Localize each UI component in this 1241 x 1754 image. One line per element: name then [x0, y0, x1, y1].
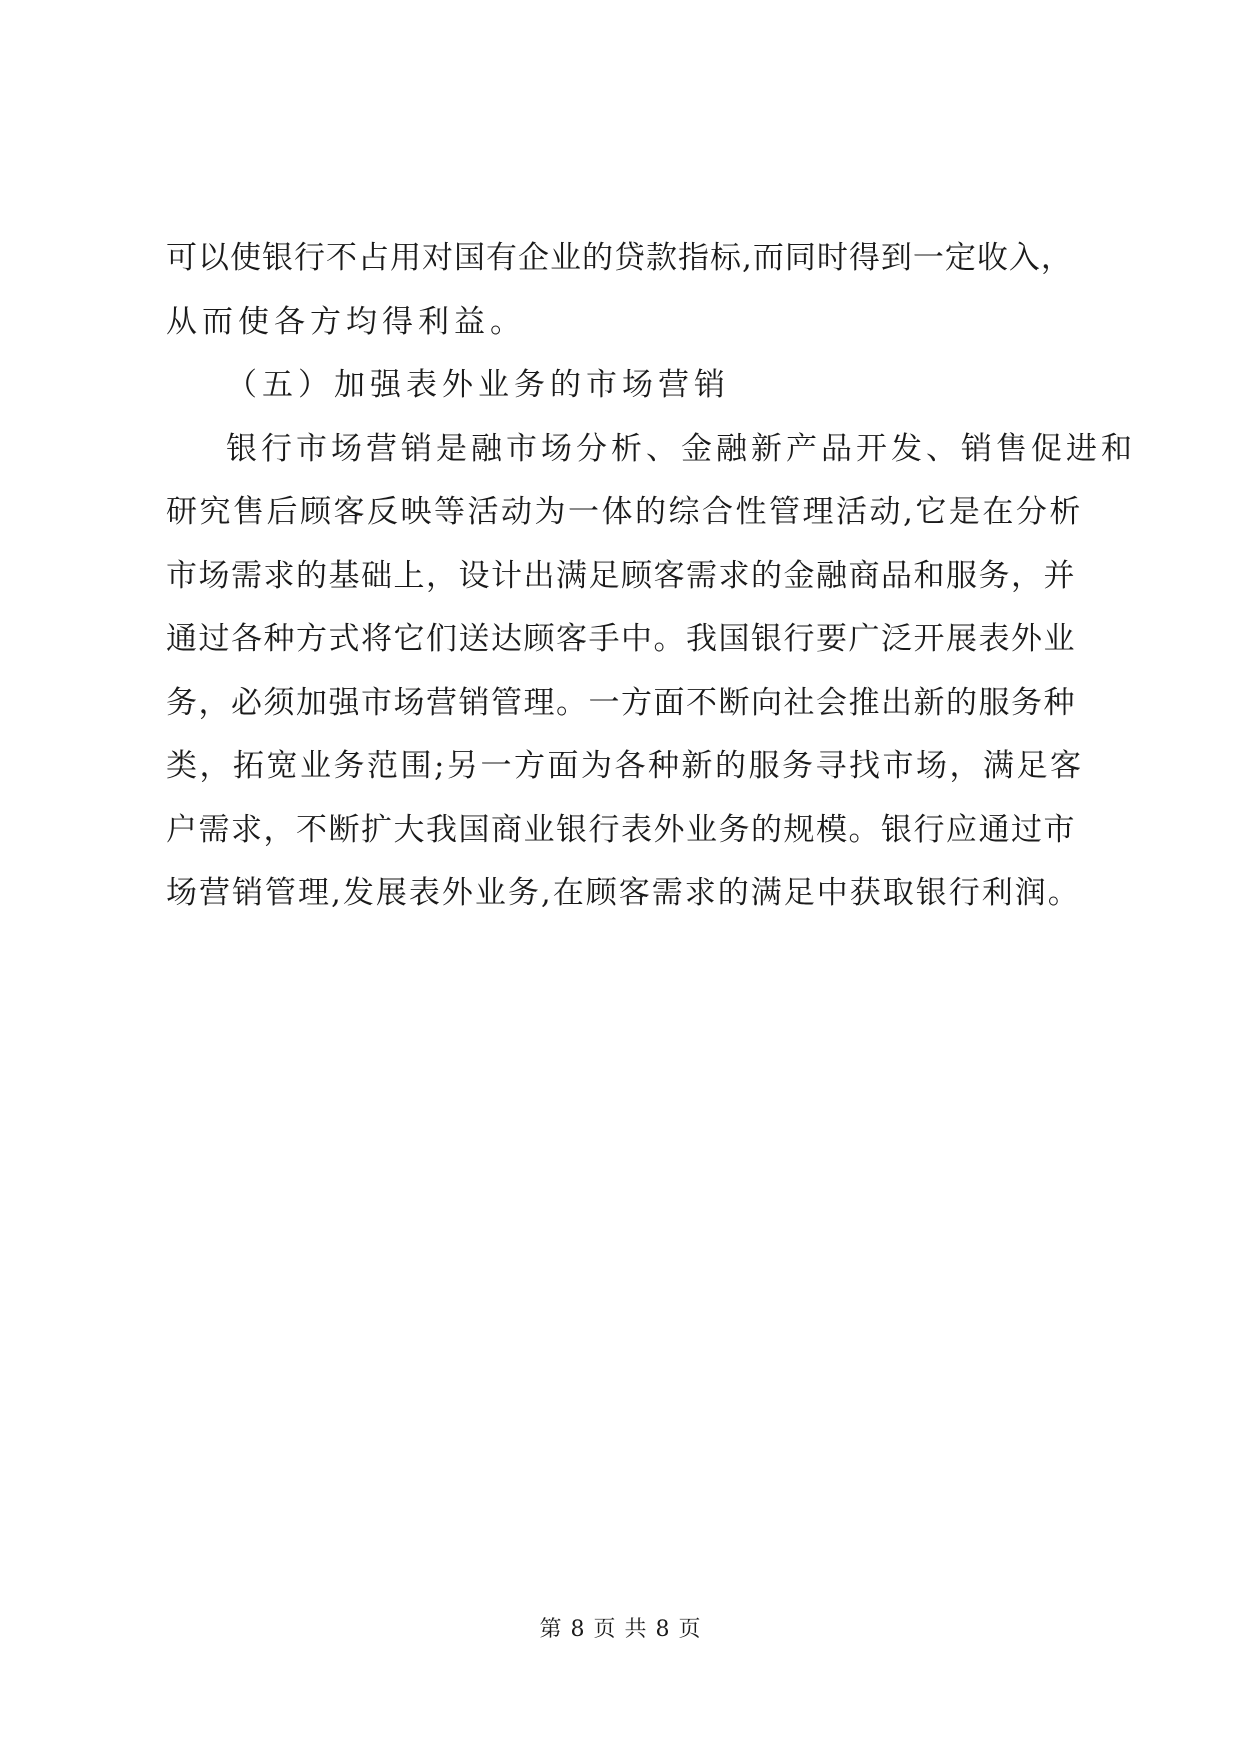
- text-line: 户需求，不断扩大我国商业银行表外业务的规模。银行应通过市: [166, 812, 1076, 848]
- text-line: 类，拓宽业务范围;另一方面为各种新的服务寻找市场，满足客: [166, 748, 1084, 784]
- text-line: 通过各种方式将它们送达顾客手中。我国银行要广泛开展表外业: [166, 621, 1076, 657]
- page-number-footer: 第 8 页 共 8 页: [539, 1617, 702, 1642]
- text-line: 场营销管理,发展表外业务,在顾客需求的满足中获取银行利润。: [166, 875, 1081, 911]
- text-line: 从而使各方均得利益。: [166, 304, 526, 340]
- text-line: 可以使银行不占用对国有企业的贷款指标,而同时得到一定收入，: [166, 240, 1073, 276]
- text-line: 银行市场营销是融市场分析、金融新产品开发、销售促进和: [226, 431, 1136, 467]
- text-line: 研究售后顾客反映等活动为一体的综合性管理活动,它是在分析: [166, 494, 1083, 530]
- section-heading: （五）加强表外业务的市场营销: [226, 367, 730, 403]
- text-line: 市场需求的基础上，设计出满足顾客需求的金融商品和服务，并: [166, 558, 1076, 594]
- text-line: 务，必须加强市场营销管理。一方面不断向社会推出新的服务种: [166, 685, 1076, 721]
